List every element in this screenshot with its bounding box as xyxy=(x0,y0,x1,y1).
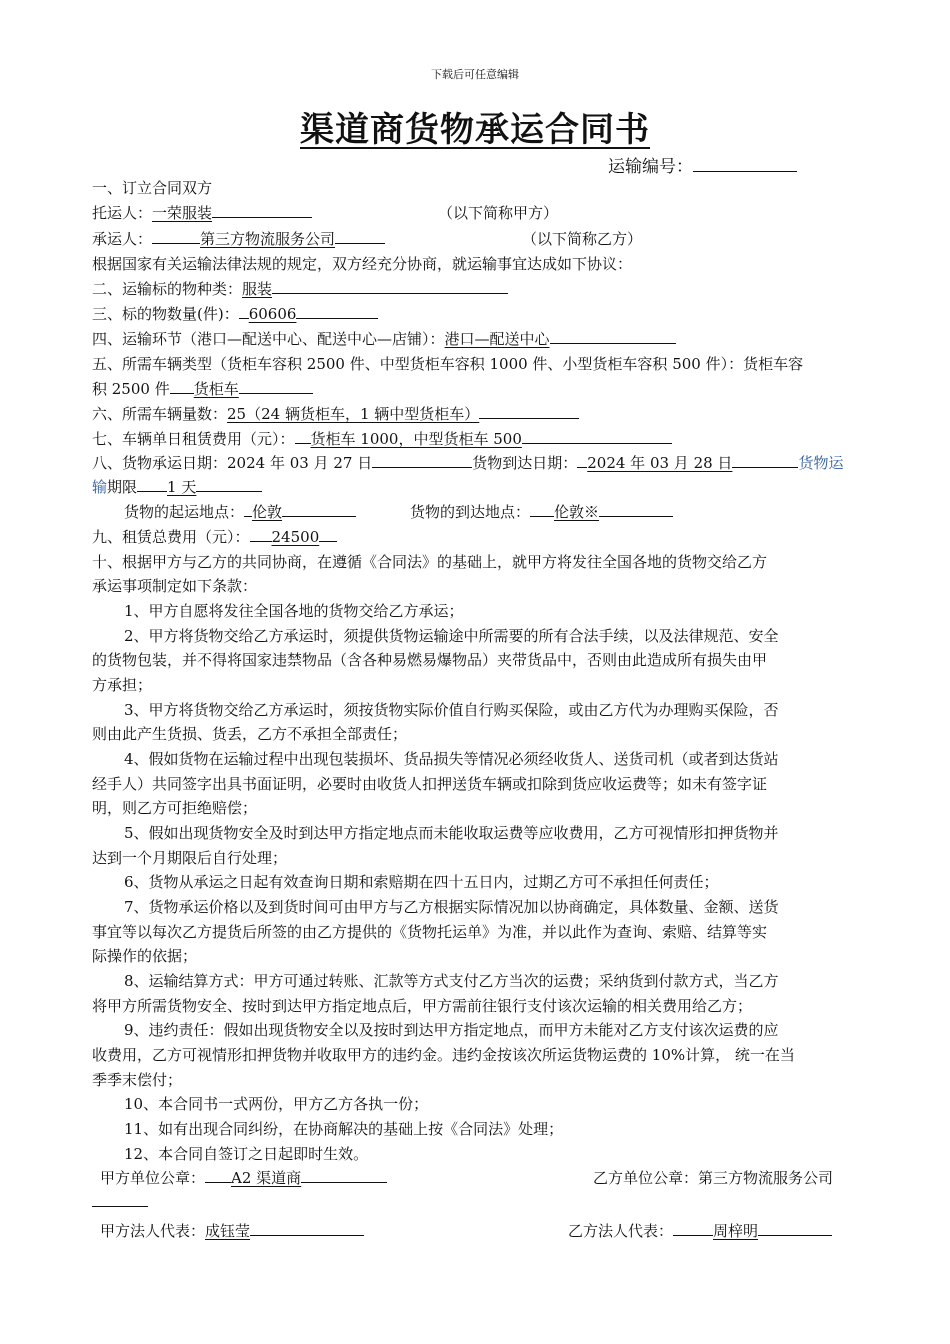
arrive-date-blank-pre xyxy=(577,453,587,468)
clause-line: 8、运输结算方式：甲方可通过转账、汇款等方式支付乙方当次的运费；采纳货到付款方式，当乙方 xyxy=(124,972,779,990)
arrive-date-value: 2024 年 03 月 28 日 xyxy=(587,454,733,472)
clause-line: 4、假如货物在运输过程中出现包装损坏、货品损失等情况必须经收货人、送货司机（或者到达货站 xyxy=(124,750,779,768)
section-9-blank-pre xyxy=(250,527,272,542)
transport-period-value: 1 天 xyxy=(167,478,197,496)
clause-line: 达到一个月期限后自行处理； xyxy=(92,849,288,867)
clause-line: 将甲方所需货物安全、按时到达甲方指定地点后，甲方需前往银行支付该次运输的相关费用给乙方； xyxy=(92,997,753,1015)
destination-line xyxy=(410,502,673,522)
section-4-blank xyxy=(550,329,676,344)
shipper-blank xyxy=(212,203,312,218)
party-a-seal-line xyxy=(100,1168,387,1188)
party-b-rep-blank-post xyxy=(758,1221,832,1236)
clause-line: 10、本合同书一式两份，甲方乙方各执一份； xyxy=(124,1095,429,1113)
section-3-label: 三、标的物数量(件)： xyxy=(92,305,239,323)
transport-number-line xyxy=(608,152,797,177)
origin-blank-pre xyxy=(244,502,252,517)
section-7-line xyxy=(92,429,672,449)
destination-value: 伦敦※ xyxy=(554,503,600,521)
clause-line: 2、甲方将货物交给乙方承运时，须提供货物运输途中所需要的所有合法手续，以及法律规范、安全 xyxy=(124,627,779,645)
section-6-line xyxy=(92,404,579,424)
section-7-blank-post xyxy=(522,429,672,444)
section-8-label: 八、货物承运日期： xyxy=(92,454,228,472)
party-b-seal-value: 第三方物流服务公司 xyxy=(698,1169,834,1187)
party-b-seal-label: 乙方单位公章： xyxy=(593,1169,699,1187)
clause-line: 6、货物从承运之日起有效查询日期和索赔期在四十五日内，过期乙方可不承担任何责任； xyxy=(124,873,719,891)
transport-period-link-b[interactable]: 输 xyxy=(92,478,108,496)
section-2-value: 服装 xyxy=(242,280,273,298)
section-4-value: 港口—配送中心 xyxy=(444,330,550,348)
section-6-blank xyxy=(479,404,579,419)
section-8-line xyxy=(92,453,843,473)
section-3-blank-pre xyxy=(239,304,249,319)
section-9-label: 九、租赁总费用（元）： xyxy=(92,528,250,546)
party-b-rep-blank-pre xyxy=(673,1221,713,1236)
section-3-blank-post xyxy=(296,304,378,319)
section-5-line-2 xyxy=(92,379,313,399)
clause-line: 季季末偿付； xyxy=(92,1071,183,1089)
section-6-label: 六、所需车辆量数： xyxy=(92,405,228,423)
clause-line: 7、货物承运价格以及到货时间可由甲方与乙方根据实际情况加以协商确定，具体数量、金额、送货 xyxy=(124,898,779,916)
section-4-line xyxy=(92,329,676,349)
clause-line: 事宜等以每次乙方提货后所签的由乙方提供的《货物托运单》为准，并以此作为查询、索赔、结算等实 xyxy=(92,923,768,941)
section-10-line-1: 十、根据甲方与乙方的共同协商，在遵循《合同法》的基础上，就甲方将发往全国各地的货物交给乙方 xyxy=(92,553,768,571)
transport-number-label: 运输编号： xyxy=(608,157,693,177)
transport-number-blank[interactable] xyxy=(693,157,797,172)
party-a-rep-line xyxy=(100,1221,364,1241)
arrive-date-blank-post xyxy=(732,453,798,468)
clause-line: 1、甲方自愿将发往全国各地的货物交给乙方承运； xyxy=(124,602,464,620)
carrier-line xyxy=(92,229,385,249)
transport-period-blank-pre xyxy=(137,477,167,492)
carrier-label: 承运人： xyxy=(92,230,153,248)
ship-date: 2024 年 03 月 27 日 xyxy=(227,454,373,472)
party-b-seal-line xyxy=(593,1168,833,1188)
section-5-blank-pre xyxy=(170,379,194,394)
clause-line: 方承担； xyxy=(92,676,153,694)
clause-line: 收费用，乙方可视情形扣押货物并收取甲方的违约金。违约金按该次所运货物运费的 10%计算， 统一在当 xyxy=(92,1046,795,1064)
section-5-blank-post xyxy=(239,379,313,394)
clause-line: 际操作的依据； xyxy=(92,947,198,965)
arrive-date-label: 货物到达日期： xyxy=(472,454,578,472)
party-a-rep-value: 成钰莹 xyxy=(205,1222,251,1240)
destination-label: 货物的到达地点： xyxy=(410,503,531,521)
clause-line: 11、如有出现合同纠纷，在协商解决的基础上按《合同法》处理； xyxy=(124,1120,564,1138)
destination-blank-post xyxy=(599,502,673,517)
shipper-alias: （以下简称甲方） xyxy=(438,204,559,222)
party-a-seal-blank-pre xyxy=(205,1168,231,1183)
party-b-rep-line xyxy=(568,1221,832,1241)
preamble: 根据国家有关运输法律法规的规定，双方经充分协商，就运输事宜达成如下协议： xyxy=(92,255,633,273)
section-3-line xyxy=(92,304,378,324)
party-b-rep-value: 周梓明 xyxy=(713,1222,759,1240)
party-b-seal-blank xyxy=(92,1192,148,1207)
section-3-value: 60606 xyxy=(248,305,297,323)
origin-blank-post xyxy=(282,502,356,517)
transport-period-blank-post xyxy=(196,477,262,492)
section-6-value: 25（24 辆货柜车，1 辆中型货柜车） xyxy=(227,405,480,423)
section-2-blank xyxy=(272,279,508,294)
party-a-seal-value: A2 渠道商 xyxy=(231,1169,302,1187)
section-9-value: 24500 xyxy=(271,528,320,546)
section-2-label: 二、运输标的物种类： xyxy=(92,280,243,298)
origin-label: 货物的起运地点： xyxy=(124,503,245,521)
party-b-rep-label: 乙方法人代表： xyxy=(568,1222,674,1240)
section-7-value: 货柜车 1000，中型货柜车 500 xyxy=(310,430,522,448)
origin-value: 伦敦 xyxy=(252,503,283,521)
section-5-line-1: 五、所需车辆类型（货柜车容积 2500 件、中型货柜车容积 1000 件、小型货柜车容积 500 件）：货柜车容 xyxy=(92,355,804,373)
carrier-value: 第三方物流服务公司 xyxy=(200,230,336,248)
section-2-line xyxy=(92,279,508,299)
party-b-seal-continuation xyxy=(92,1192,148,1212)
party-a-rep-blank xyxy=(250,1221,364,1236)
shipper-value: 一荣服装 xyxy=(152,204,213,222)
carrier-alias: （以下简称乙方） xyxy=(522,230,643,248)
carrier-blank-pre xyxy=(152,229,200,244)
section-5-prefix: 积 2500 件 xyxy=(92,380,170,398)
clause-line: 的货物包装，并不得将国家违禁物品（含各种易燃易爆物品）夹带货品中，否则由此造成所有损失由甲 xyxy=(92,651,768,669)
header-note: 下载后可任意编辑 xyxy=(431,68,519,81)
title-text: 渠道商货物承运合同书 xyxy=(300,110,650,150)
clause-line: 9、违约责任：假如出现货物安全以及按时到达甲方指定地点，而甲方未能对乙方支付该次运费的应 xyxy=(124,1021,779,1039)
clause-line: 3、甲方将货物交给乙方承运时，须按货物实际价值自行购买保险，或由乙方代为办理购买保险，否 xyxy=(124,701,779,719)
section-7-label: 七、车辆单日租赁费用（元）： xyxy=(92,430,295,448)
clause-line: 5、假如出现货物安全及时到达甲方指定地点而未能收取运费等应收费用，乙方可视情形扣押货物并 xyxy=(124,824,779,842)
section-9-line xyxy=(92,527,337,547)
carrier-blank-post xyxy=(335,229,385,244)
clause-line: 12、本合同自签订之日起即时生效。 xyxy=(124,1145,369,1163)
destination-blank-pre xyxy=(530,502,554,517)
section-7-blank-pre xyxy=(295,429,311,444)
section-5-value: 货柜车 xyxy=(193,380,239,398)
clause-line: 明，则乙方可拒绝赔偿； xyxy=(92,799,258,817)
section-9-blank-post xyxy=(319,527,337,542)
section-1-heading: 一、订立合同双方 xyxy=(92,179,213,197)
origin-line xyxy=(124,502,356,522)
section-8-line-2 xyxy=(92,477,262,497)
section-10-line-2: 承运事项制定如下条款： xyxy=(92,577,258,595)
page-title xyxy=(0,102,950,151)
shipper-line xyxy=(92,203,312,223)
transport-period-label: 期限 xyxy=(107,478,138,496)
clause-line: 则由此产生货损、货丢，乙方不承担全部责任； xyxy=(92,725,408,743)
section-4-label: 四、运输环节（港口—配送中心、配送中心—店铺）： xyxy=(92,330,445,348)
party-a-seal-blank-post xyxy=(301,1168,387,1183)
ship-date-blank xyxy=(372,453,472,468)
transport-period-link-a[interactable]: 货物运 xyxy=(798,454,844,472)
shipper-label: 托运人： xyxy=(92,204,153,222)
clause-line: 经手人）共同签字出具书面证明，必要时由收货人扣押送货车辆或扣除到货应收运费等；如未有签字证 xyxy=(92,775,768,793)
party-a-rep-label: 甲方法人代表： xyxy=(100,1222,206,1240)
party-a-seal-label: 甲方单位公章： xyxy=(100,1169,206,1187)
